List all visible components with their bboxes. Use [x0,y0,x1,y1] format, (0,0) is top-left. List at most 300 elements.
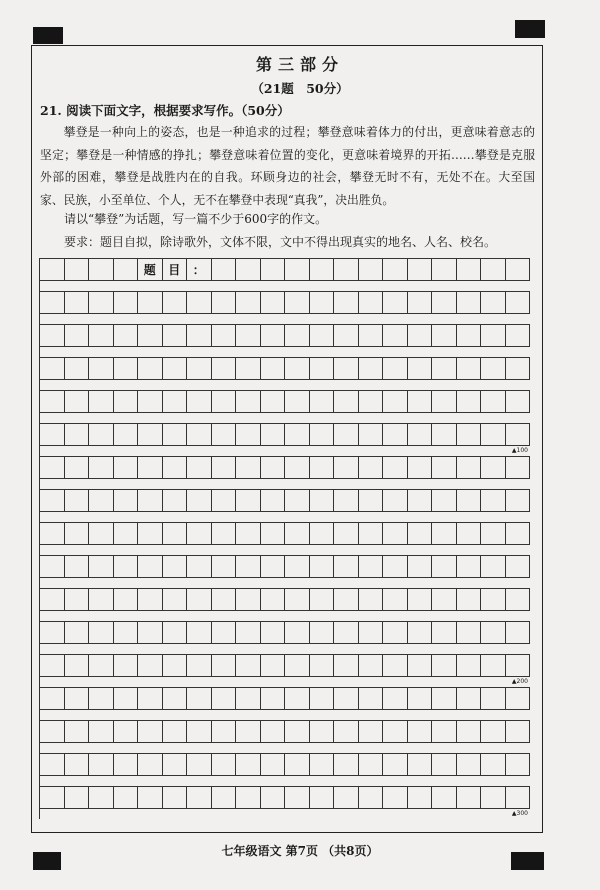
grid-cell[interactable] [383,423,408,446]
grid-cell[interactable] [212,588,237,611]
grid-cell[interactable] [212,456,237,479]
grid-cell[interactable] [285,555,310,578]
grid-cell[interactable] [334,753,359,776]
grid-cell[interactable] [40,357,65,380]
grid-cell[interactable] [457,423,482,446]
grid-cell[interactable] [261,720,286,743]
grid-cell[interactable] [187,786,212,809]
grid-cell[interactable] [383,291,408,314]
grid-cell[interactable] [138,357,163,380]
grid-cell[interactable] [383,324,408,347]
grid-cell[interactable] [261,423,286,446]
grid-cell[interactable] [40,786,65,809]
grid-cell[interactable] [261,687,286,710]
grid-cell[interactable] [359,423,384,446]
grid-cell[interactable] [261,390,286,413]
grid-cell[interactable] [40,753,65,776]
grid-cell[interactable] [408,456,433,479]
grid-cell[interactable] [310,555,335,578]
grid-cell[interactable] [163,456,188,479]
grid-cell[interactable] [285,753,310,776]
grid-cell[interactable] [114,357,139,380]
grid-cell[interactable] [138,456,163,479]
grid-cell[interactable] [408,720,433,743]
grid-cell[interactable] [408,357,433,380]
grid-cell[interactable] [432,753,457,776]
grid-cell[interactable] [408,555,433,578]
grid-cell[interactable] [359,555,384,578]
grid-cell[interactable] [40,621,65,644]
grid-cell[interactable] [187,753,212,776]
grid-cell[interactable] [506,489,531,512]
grid-cell[interactable] [114,786,139,809]
grid-cell[interactable] [359,258,384,281]
grid-cell[interactable] [481,522,506,545]
grid-cell[interactable] [65,687,90,710]
grid-cell[interactable] [334,786,359,809]
grid-cell[interactable] [383,753,408,776]
grid-cell[interactable] [89,423,114,446]
grid-cell[interactable] [89,621,114,644]
grid-cell[interactable] [383,357,408,380]
grid-cell[interactable] [114,291,139,314]
grid-cell[interactable] [187,621,212,644]
grid-cell[interactable] [212,720,237,743]
grid-cell[interactable] [506,357,531,380]
grid-cell[interactable] [432,489,457,512]
grid-cell[interactable] [236,291,261,314]
grid-cell[interactable] [89,390,114,413]
grid-cell[interactable] [457,522,482,545]
grid-cell[interactable] [432,291,457,314]
grid-cell[interactable] [457,390,482,413]
grid-cell[interactable] [481,423,506,446]
grid-cell[interactable] [236,456,261,479]
grid-cell[interactable] [506,654,531,677]
grid-cell[interactable] [334,390,359,413]
grid-cell[interactable] [310,390,335,413]
grid-cell[interactable] [506,753,531,776]
grid-cell[interactable] [506,456,531,479]
grid-cell[interactable] [138,522,163,545]
grid-cell[interactable] [261,621,286,644]
grid-cell[interactable] [359,588,384,611]
grid-cell[interactable] [261,324,286,347]
grid-cell[interactable] [236,522,261,545]
grid-cell[interactable] [408,753,433,776]
grid-cell[interactable] [65,753,90,776]
grid-cell[interactable] [236,786,261,809]
grid-cell[interactable] [310,489,335,512]
grid-cell[interactable] [261,522,286,545]
grid-cell[interactable] [408,489,433,512]
grid-cell[interactable] [40,720,65,743]
grid-cell[interactable] [261,456,286,479]
grid-cell[interactable] [65,522,90,545]
grid-cell[interactable] [261,357,286,380]
grid-cell[interactable] [138,423,163,446]
grid-cell[interactable] [40,390,65,413]
grid-cell[interactable] [506,291,531,314]
grid-cell[interactable] [138,588,163,611]
grid-cell[interactable] [310,291,335,314]
grid-cell[interactable] [114,258,139,281]
grid-cell[interactable] [408,786,433,809]
grid-cell[interactable] [408,291,433,314]
grid-cell[interactable] [359,324,384,347]
grid-cell[interactable] [40,456,65,479]
grid-cell[interactable] [285,621,310,644]
grid-cell[interactable] [261,654,286,677]
grid-cell[interactable] [432,588,457,611]
grid-cell[interactable] [261,291,286,314]
grid-cell[interactable] [310,324,335,347]
grid-cell[interactable] [138,786,163,809]
grid-cell[interactable] [432,357,457,380]
grid-cell[interactable] [457,291,482,314]
grid-cell[interactable] [359,621,384,644]
grid-cell[interactable] [432,786,457,809]
grid-cell[interactable] [114,621,139,644]
grid-cell[interactable] [40,654,65,677]
grid-cell[interactable] [285,786,310,809]
grid-cell[interactable] [457,357,482,380]
grid-cell[interactable] [89,522,114,545]
grid-cell[interactable] [285,291,310,314]
grid-cell[interactable] [310,588,335,611]
grid-cell[interactable] [334,522,359,545]
grid-cell[interactable] [457,687,482,710]
grid-cell[interactable] [163,687,188,710]
grid-cell[interactable] [481,258,506,281]
grid-cell[interactable] [40,522,65,545]
grid-cell[interactable] [114,654,139,677]
grid-cell[interactable] [163,522,188,545]
grid-cell[interactable] [187,456,212,479]
grid-cell[interactable] [187,291,212,314]
grid-cell[interactable] [285,489,310,512]
grid-cell[interactable] [40,489,65,512]
grid-cell[interactable] [481,621,506,644]
grid-cell[interactable] [89,258,114,281]
grid-cell[interactable] [236,489,261,512]
grid-cell[interactable] [334,621,359,644]
grid-cell[interactable] [310,423,335,446]
grid-cell[interactable] [65,390,90,413]
grid-cell[interactable] [334,687,359,710]
grid-cell[interactable] [408,390,433,413]
grid-cell[interactable] [163,654,188,677]
grid-cell[interactable] [114,390,139,413]
grid-cell[interactable] [89,489,114,512]
grid-cell[interactable] [285,588,310,611]
grid-cell[interactable] [261,258,286,281]
grid-cell[interactable] [359,456,384,479]
grid-cell[interactable] [481,654,506,677]
grid-cell[interactable] [236,357,261,380]
grid-cell[interactable] [481,753,506,776]
grid-cell[interactable] [334,456,359,479]
grid-cell[interactable] [310,753,335,776]
grid-cell[interactable] [285,687,310,710]
grid-cell[interactable] [334,489,359,512]
grid-cell[interactable] [457,555,482,578]
grid-cell[interactable] [187,588,212,611]
grid-cell[interactable] [506,621,531,644]
grid-cell[interactable] [40,555,65,578]
grid-cell[interactable] [89,456,114,479]
grid-cell[interactable] [334,720,359,743]
grid-cell[interactable] [432,555,457,578]
grid-cell[interactable] [65,456,90,479]
grid-cell[interactable] [408,324,433,347]
grid-cell[interactable] [114,555,139,578]
grid-cell[interactable] [187,423,212,446]
grid-cell[interactable] [285,654,310,677]
grid-cell[interactable] [65,291,90,314]
grid-cell[interactable] [65,720,90,743]
grid-cell[interactable] [506,390,531,413]
grid-cell[interactable] [310,720,335,743]
grid-cell[interactable] [163,324,188,347]
grid-cell[interactable] [285,423,310,446]
grid-cell[interactable] [40,687,65,710]
grid-cell[interactable] [138,654,163,677]
grid-cell[interactable] [408,423,433,446]
grid-cell[interactable] [506,324,531,347]
grid-cell[interactable] [212,423,237,446]
grid-cell[interactable] [138,324,163,347]
grid-cell[interactable] [40,423,65,446]
grid-cell[interactable] [187,522,212,545]
grid-cell[interactable] [212,522,237,545]
grid-cell[interactable] [89,753,114,776]
grid-cell[interactable] [310,687,335,710]
grid-cell[interactable] [212,489,237,512]
grid-cell[interactable] [383,786,408,809]
grid-cell[interactable] [481,390,506,413]
grid-cell[interactable] [114,687,139,710]
grid-cell[interactable] [359,357,384,380]
grid-cell[interactable] [65,489,90,512]
grid-cell[interactable] [261,786,286,809]
grid-cell[interactable] [457,324,482,347]
grid-cell[interactable] [481,357,506,380]
grid-cell[interactable] [212,291,237,314]
grid-cell[interactable] [138,687,163,710]
grid-cell[interactable] [432,324,457,347]
grid-cell[interactable] [432,522,457,545]
grid-cell[interactable] [408,588,433,611]
grid-cell[interactable] [383,522,408,545]
grid-cell[interactable] [89,588,114,611]
grid-cell[interactable] [506,555,531,578]
grid-cell[interactable] [334,258,359,281]
grid-cell[interactable] [138,291,163,314]
grid-cell[interactable] [163,489,188,512]
grid-cell[interactable] [187,687,212,710]
grid-cell[interactable] [65,357,90,380]
grid-cell[interactable] [457,720,482,743]
grid-cell[interactable] [457,258,482,281]
grid-cell[interactable] [187,720,212,743]
grid-cell[interactable] [383,258,408,281]
grid-cell[interactable] [285,357,310,380]
grid-cell[interactable] [212,687,237,710]
grid-cell[interactable] [383,621,408,644]
grid-cell[interactable] [236,687,261,710]
grid-cell[interactable] [40,324,65,347]
grid-cell[interactable] [236,753,261,776]
grid-cell[interactable] [89,654,114,677]
grid-cell[interactable] [481,720,506,743]
grid-cell[interactable] [457,621,482,644]
grid-cell[interactable] [163,720,188,743]
grid-cell[interactable] [334,555,359,578]
grid-cell[interactable] [359,753,384,776]
grid-cell[interactable] [457,489,482,512]
grid-cell[interactable] [506,258,531,281]
grid-cell[interactable] [187,555,212,578]
grid-cell[interactable] [383,489,408,512]
grid-cell[interactable] [236,324,261,347]
grid-cell[interactable] [236,555,261,578]
grid-cell[interactable] [89,324,114,347]
grid-cell[interactable] [114,324,139,347]
grid-cell[interactable] [408,654,433,677]
grid-cell[interactable] [359,522,384,545]
grid-cell[interactable] [114,720,139,743]
grid-cell[interactable] [187,489,212,512]
grid-cell[interactable] [65,555,90,578]
grid-cell[interactable] [89,291,114,314]
grid-cell[interactable] [432,258,457,281]
grid-cell[interactable] [187,390,212,413]
grid-cell[interactable] [408,687,433,710]
grid-cell[interactable] [383,456,408,479]
grid-cell[interactable] [432,390,457,413]
grid-cell[interactable] [138,621,163,644]
grid-cell[interactable] [236,720,261,743]
grid-cell[interactable] [163,786,188,809]
grid-cell[interactable] [457,786,482,809]
grid-cell[interactable] [481,489,506,512]
grid-cell[interactable] [212,324,237,347]
grid-cell[interactable] [506,786,531,809]
grid-cell[interactable] [506,588,531,611]
grid-cell[interactable] [481,324,506,347]
grid-cell[interactable] [212,621,237,644]
grid-cell[interactable] [114,489,139,512]
grid-cell[interactable] [285,720,310,743]
grid-cell[interactable] [359,654,384,677]
grid-cell[interactable] [212,390,237,413]
grid-cell[interactable] [65,324,90,347]
grid-cell[interactable] [359,291,384,314]
grid-cell[interactable] [89,357,114,380]
grid-cell[interactable] [89,720,114,743]
essay-grid[interactable] [39,258,530,819]
grid-cell[interactable] [506,687,531,710]
grid-cell[interactable] [383,687,408,710]
grid-cell[interactable] [432,423,457,446]
grid-cell[interactable] [261,753,286,776]
grid-cell[interactable] [40,588,65,611]
grid-cell[interactable] [285,390,310,413]
grid-cell[interactable] [359,786,384,809]
grid-cell[interactable] [236,654,261,677]
grid-cell[interactable] [408,621,433,644]
grid-cell[interactable] [163,588,188,611]
grid-cell[interactable] [65,258,90,281]
grid-cell[interactable] [285,324,310,347]
grid-cell[interactable] [506,720,531,743]
grid-cell[interactable] [212,786,237,809]
grid-cell[interactable] [138,720,163,743]
grid-cell[interactable] [310,456,335,479]
grid-cell[interactable] [40,258,65,281]
grid-cell[interactable] [285,522,310,545]
grid-cell[interactable] [138,390,163,413]
grid-cell[interactable] [65,786,90,809]
grid-cell[interactable] [138,555,163,578]
grid-cell[interactable] [89,687,114,710]
grid-cell[interactable] [65,588,90,611]
grid-cell[interactable] [114,588,139,611]
grid-cell[interactable] [114,522,139,545]
grid-cell[interactable] [310,654,335,677]
grid-cell[interactable] [432,720,457,743]
grid-cell[interactable] [163,423,188,446]
grid-cell[interactable] [408,258,433,281]
grid-cell[interactable] [432,687,457,710]
grid-cell[interactable] [138,753,163,776]
grid-cell[interactable] [163,291,188,314]
grid-cell[interactable] [457,456,482,479]
grid-cell[interactable] [383,588,408,611]
grid-cell[interactable] [89,786,114,809]
grid-cell[interactable] [65,621,90,644]
grid-cell[interactable] [187,357,212,380]
grid-cell[interactable] [40,291,65,314]
grid-cell[interactable] [383,654,408,677]
grid-cell[interactable] [334,324,359,347]
grid-cell[interactable] [310,357,335,380]
grid-cell[interactable] [163,621,188,644]
grid-cell[interactable] [285,258,310,281]
grid-cell[interactable] [457,588,482,611]
grid-cell[interactable] [457,753,482,776]
grid-cell[interactable] [481,687,506,710]
grid-cell[interactable] [432,654,457,677]
grid-cell[interactable] [114,456,139,479]
grid-cell[interactable] [212,258,237,281]
grid-cell[interactable] [334,423,359,446]
grid-cell[interactable] [65,423,90,446]
grid-cell[interactable] [285,456,310,479]
grid-cell[interactable] [310,522,335,545]
grid-cell[interactable] [334,357,359,380]
grid-cell[interactable] [114,423,139,446]
grid-cell[interactable] [65,654,90,677]
grid-cell[interactable] [138,489,163,512]
grid-cell[interactable] [408,522,433,545]
grid-cell[interactable] [481,786,506,809]
grid-cell[interactable] [383,555,408,578]
grid-cell[interactable] [457,654,482,677]
grid-cell[interactable] [187,654,212,677]
grid-cell[interactable] [359,489,384,512]
